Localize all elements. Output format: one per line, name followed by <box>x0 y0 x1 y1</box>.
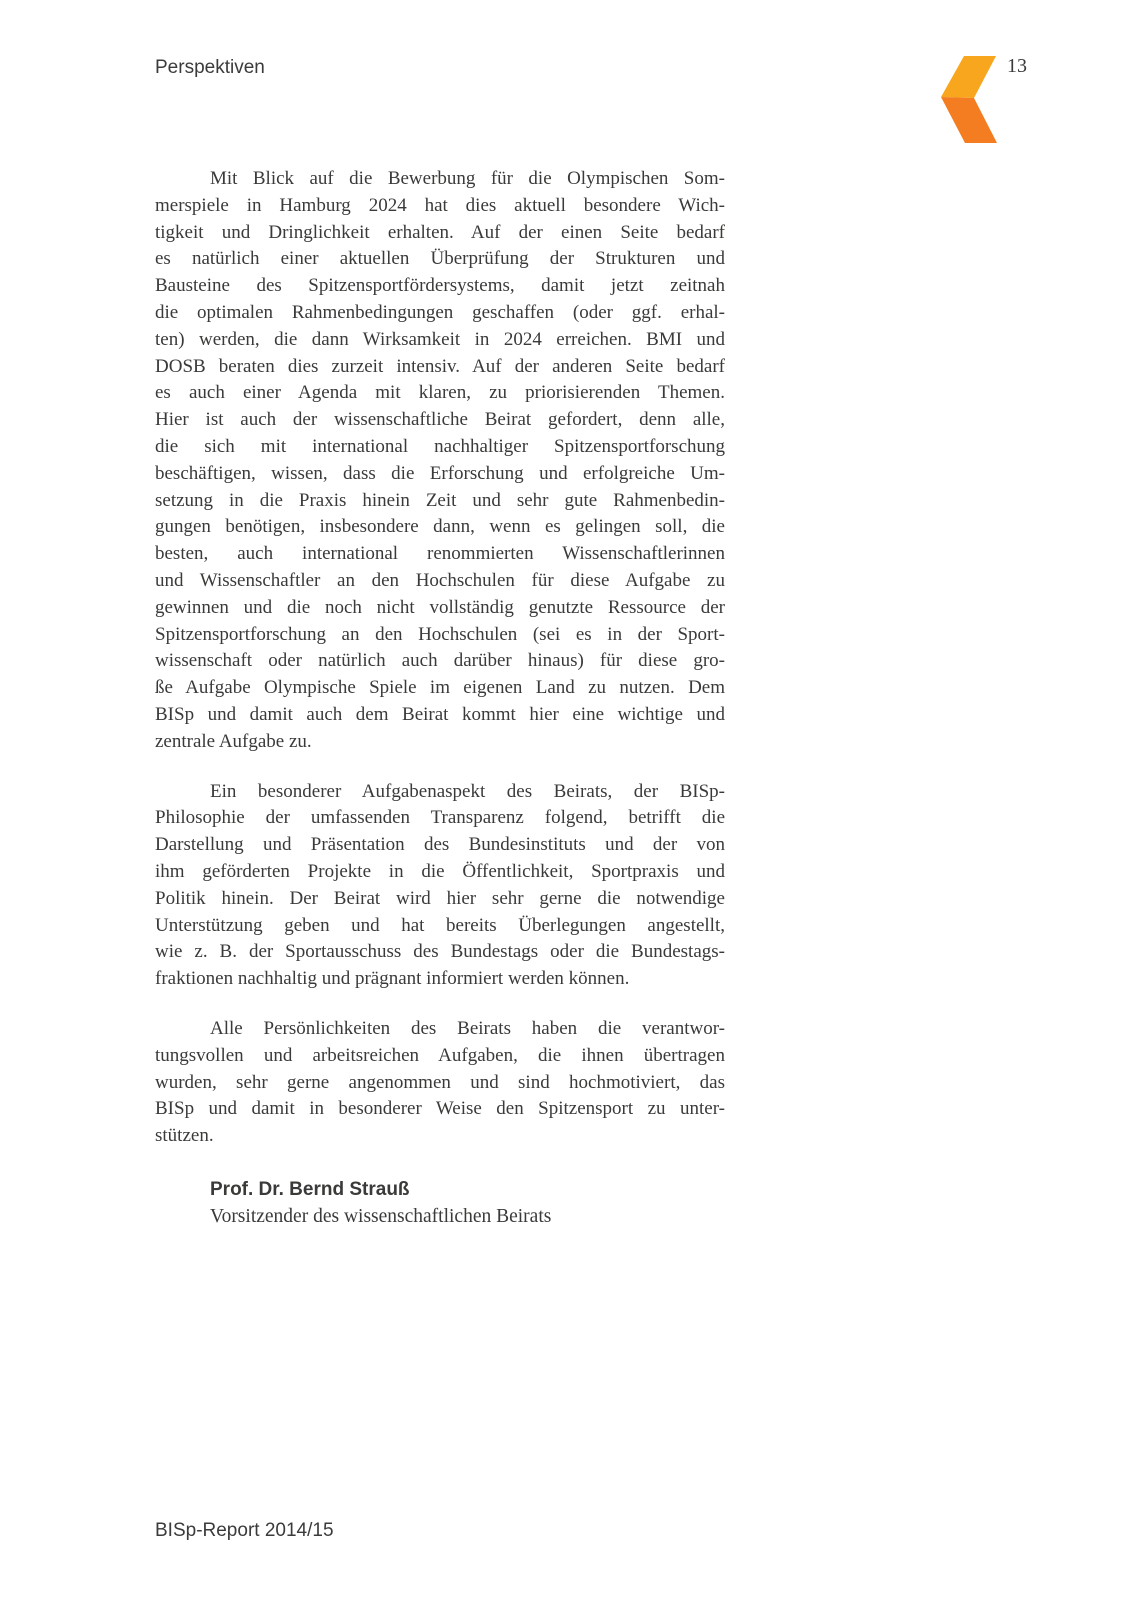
text-line: merspiele in Hamburg 2024 hat dies aktuell besondere Wich- <box>155 194 725 216</box>
text-line: Politik hinein. Der Beirat wird hier sehr gerne die notwendige <box>155 887 725 909</box>
text-line: wissenschaft oder natürlich auch darüber hinaus) für diese gro- <box>155 650 725 672</box>
text-line: ihm geförderten Projekte in die Öffentlichkeit, Sportpraxis und <box>155 860 725 882</box>
chevron-left-icon <box>941 56 997 143</box>
text-line: Hier ist auch der wissenschaftliche Beirat gefordert, denn alle, <box>155 409 725 431</box>
text-line: gungen benötigen, insbesondere dann, wenn es gelingen soll, die <box>155 516 725 538</box>
text-line: Spitzensportforschung an den Hochschulen (sei es in der Sport- <box>155 623 725 645</box>
footer-report-label: BISp-Report 2014/15 <box>155 1520 334 1541</box>
text-line: es auch einer Agenda mit klaren, zu priorisierenden Themen. <box>155 382 725 404</box>
text-line: Alle Persönlichkeiten des Beirats haben die verantwor- <box>210 1017 725 1039</box>
text-line: stützen. <box>155 1125 214 1147</box>
text-line: Bausteine des Spitzensportfördersystems, damit jetzt zeitnah <box>155 275 725 297</box>
signature-block <box>155 1177 725 1231</box>
text-line: setzung in die Praxis hinein Zeit und sehr gute Rahmenbedin- <box>155 489 725 511</box>
text-line: die sich mit international nachhaltiger Spitzensportforschung <box>155 435 725 457</box>
text-line: wie z. B. der Sportausschuss des Bundestags oder die Bundestags- <box>155 941 725 963</box>
paragraph <box>155 1016 725 1150</box>
chevron-bottom-half <box>941 97 997 143</box>
text-line: beschäftigen, wissen, dass die Erforschung und erfolgreiche Um- <box>155 462 725 484</box>
text-line: BISp und damit in besonderer Weise den Spitzensport zu unter- <box>155 1098 725 1120</box>
page-number: 13 <box>1007 55 1027 77</box>
text-line: Unterstützung geben und hat bereits Überlegungen angestellt, <box>155 914 725 936</box>
text-line: gewinnen und die noch nicht vollständig genutzte Ressource der <box>155 596 725 618</box>
text-line: ße Aufgabe Olympische Spiele im eigenen Land zu nutzen. Dem <box>155 677 725 699</box>
paragraph <box>155 779 725 993</box>
text-line: Ein besonderer Aufgabenaspekt des Beirats, der BISp- <box>210 780 725 802</box>
text-line: tigkeit und Dringlichkeit erhalten. Auf der einen Seite bedarf <box>155 221 725 243</box>
text-line: es natürlich einer aktuellen Überprüfung der Strukturen und <box>155 248 725 270</box>
text-line: die optimalen Rahmenbedingungen geschaffen (oder ggf. erhal- <box>155 301 725 323</box>
section-title: Perspektiven <box>155 57 265 78</box>
body-text <box>155 166 725 1230</box>
text-line: tungsvollen und arbeitsreichen Aufgaben, die ihnen übertragen <box>155 1044 725 1066</box>
text-line: besten, auch international renommierten Wissenschaftlerinnen <box>155 543 725 565</box>
text-line: DOSB beraten dies zurzeit intensiv. Auf der anderen Seite bedarf <box>155 355 725 377</box>
text-line: Philosophie der umfassenden Transparenz folgend, betrifft die <box>155 807 725 829</box>
chevron-top-half <box>941 56 996 98</box>
text-line: Mit Blick auf die Bewerbung für die Olympischen Som- <box>210 168 725 189</box>
text-line: wurden, sehr gerne angenommen und sind hochmotiviert, das <box>155 1071 725 1093</box>
text-line: und Wissenschaftler an den Hochschulen für diese Aufgabe zu <box>155 569 725 591</box>
paragraph <box>155 166 725 756</box>
signature-title: Vorsitzender des wissenschaftlichen Beirats <box>210 1205 552 1227</box>
signature-name: Prof. Dr. Bernd Strauß <box>210 1178 410 1200</box>
text-line: BISp und damit auch dem Beirat kommt hier eine wichtige und <box>155 703 725 725</box>
text-line: ten) werden, die dann Wirksamkeit in 2024 erreichen. BMI und <box>155 328 725 350</box>
text-line: Darstellung und Präsentation des Bundesinstituts und der von <box>155 834 725 856</box>
text-line: zentrale Aufgabe zu. <box>155 730 312 752</box>
text-line: fraktionen nachhaltig und prägnant informiert werden können. <box>155 968 630 990</box>
